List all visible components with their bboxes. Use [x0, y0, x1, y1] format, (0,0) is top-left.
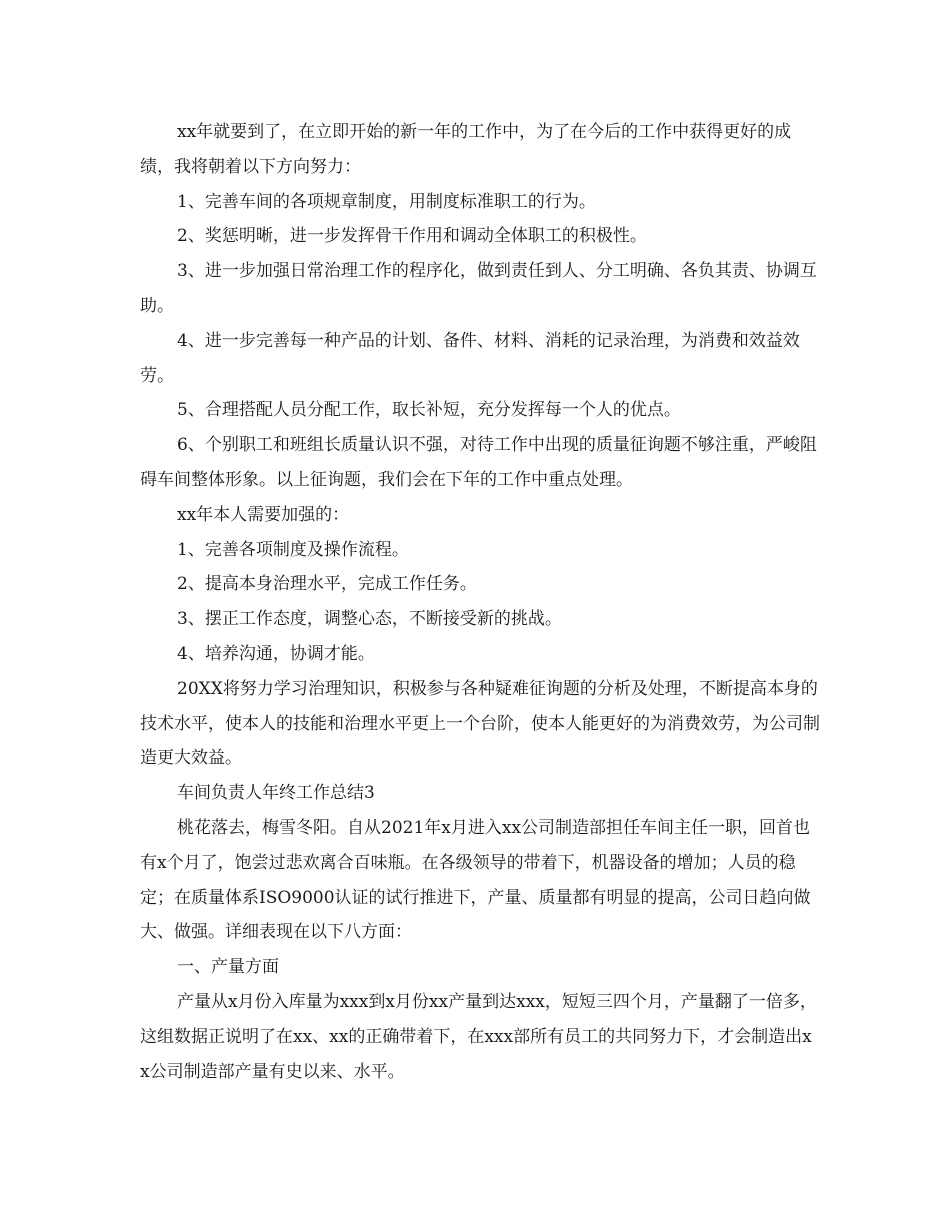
paragraph-summary-intro: 桃花落去，梅雪冬阳。自从2021年x月进入xx公司制造部担任车间主任一职，回首也有x个月了，饱尝过悲欢离合百味瓶。在各级领导的带着下，机器设备的增加；人员的稳定；在质量体系ISO9000认证的试行推进下，产量、质量都有明显的提高，公司日趋向做大、做强。详细表现在以下八方面： — [140, 817, 811, 943]
self-item-1: 1、完善各项制度及操作流程。 — [177, 539, 409, 560]
plan-item-6: 6、个别职工和班组长质量认识不强，对待工作中出现的质量征询题不够注重，严峻阻碍车间整体形象。以上征询题，我们会在下年的工作中重点处理。 — [140, 435, 817, 490]
section-title: 车间负责人年终工作总结3 — [177, 783, 375, 804]
self-improvement-heading: xx年本人需要加强的： — [177, 504, 350, 525]
self-item-4: 4、培养沟通，协调才能。 — [177, 643, 375, 664]
paragraph-next-year: 20XX将努力学习治理知识，积极参与各种疑难征询题的分析及处理，不断提高本身的技术水平，使本人的技能和治理水平更上一个台阶，使本人能更好的为消费效劳，为公司制造更大效益。 — [140, 678, 820, 769]
paragraph-intro: xx年就要到了，在立即开始的新一年的工作中，为了在今后的工作中获得更好的成绩，我将朝着以下方向努力： — [140, 122, 792, 177]
paragraph-output: 产量从x月份入库量为xxx到x月份xx产量到达xxx，短短三四个月，产量翻了一倍多，这组数据正说明了在xx、xx的正确带着下，在xxx部所有员工的共同努力下，才会制造出xx公司制造部产量有史以来、水平。 — [140, 991, 817, 1082]
self-item-2: 2、提高本身治理水平，完成工作任务。 — [177, 574, 477, 595]
plan-item-2: 2、奖惩明晰，进一步发挥骨干作用和调动全体职工的积极性。 — [177, 226, 647, 247]
plan-item-4: 4、进一步完善每一种产品的计划、备件、材料、消耗的记录治理，为消费和效益效劳。 — [140, 330, 800, 386]
section-heading-output: 一、产量方面 — [177, 957, 279, 978]
self-item-3: 3、摆正工作态度，调整心态，不断接受新的挑战。 — [177, 609, 562, 630]
plan-item-3: 3、进一步加强日常治理工作的程序化，做到责任到人、分工明确、各负其责、协调互助。 — [140, 261, 817, 316]
plan-item-1: 1、完善车间的各项规章制度，用制度标准职工的行为。 — [177, 191, 596, 212]
document-body — [140, 115, 820, 1089]
plan-item-5: 5、合理搭配人员分配工作，取长补短，充分发挥每一个人的优点。 — [177, 400, 681, 421]
